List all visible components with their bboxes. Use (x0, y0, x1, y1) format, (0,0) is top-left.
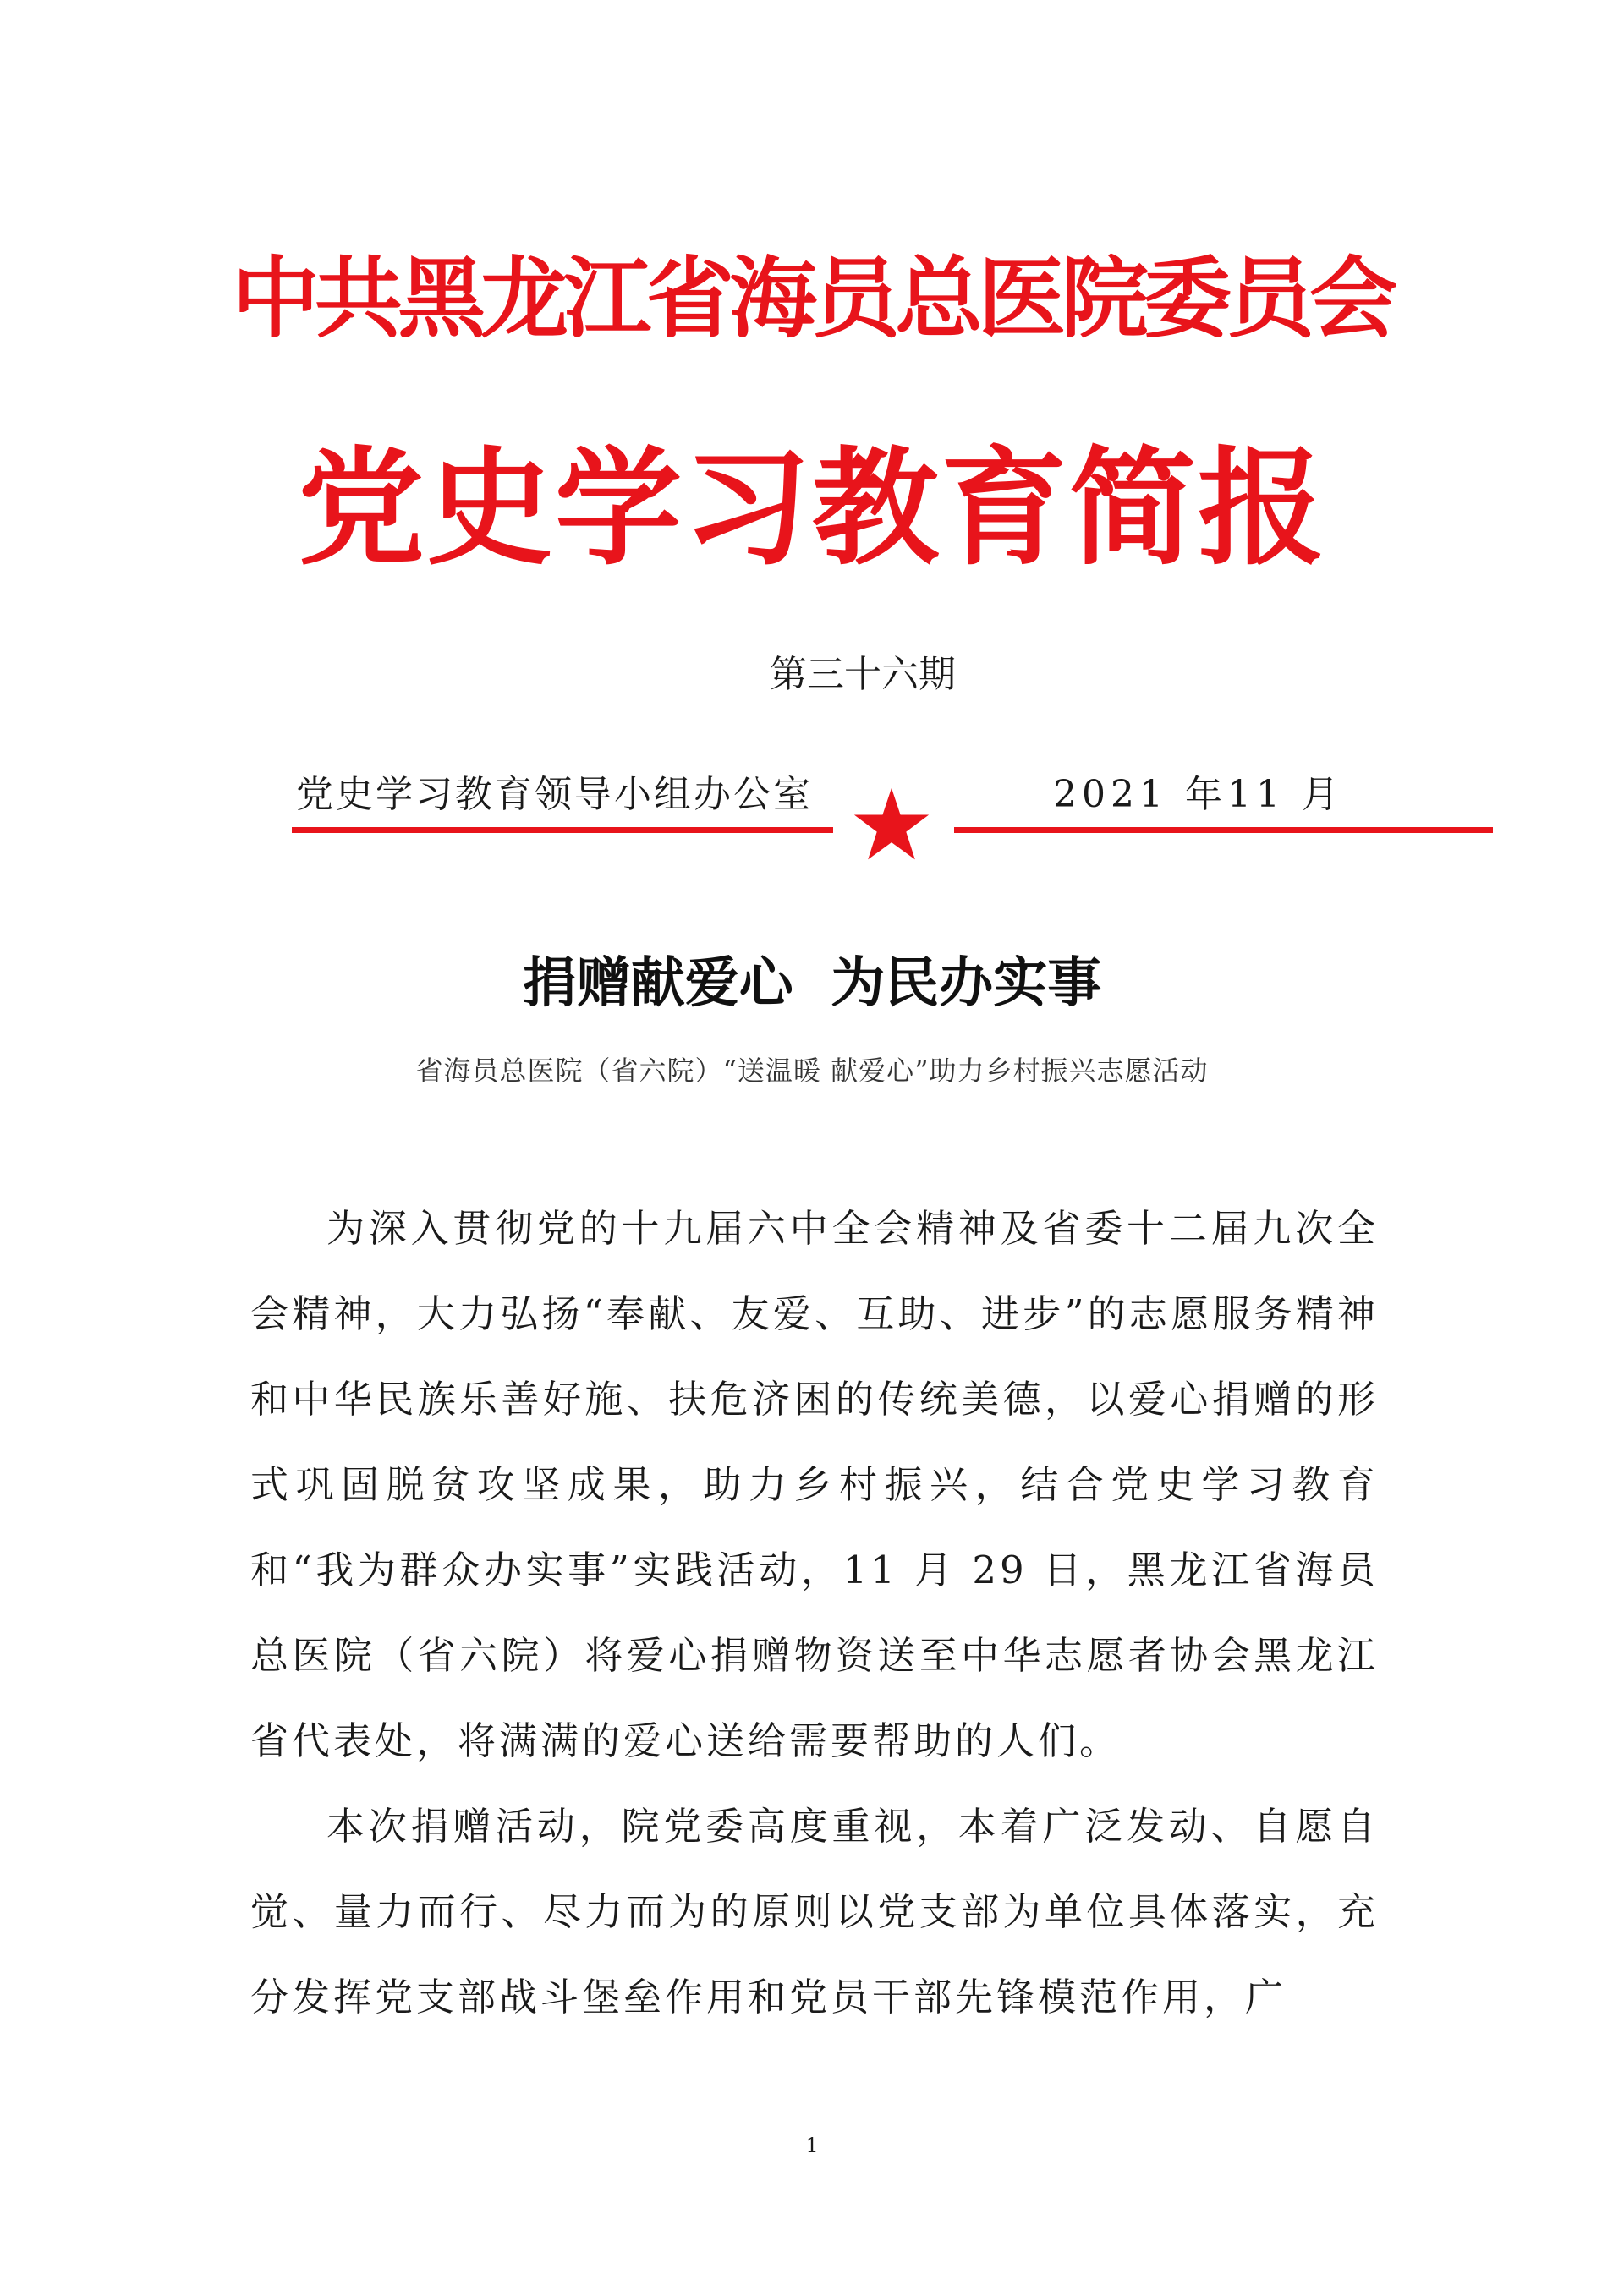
bulletin-title: 党史学习教育简报 (297, 436, 1326, 583)
organization-title: 中共黑龙江省海员总医院委员会 (231, 247, 1392, 350)
issue-date: 2021 年11 月 (1053, 773, 1344, 816)
page-number: 1 (805, 2134, 819, 2157)
issue-number: 第三十六期 (770, 653, 956, 696)
paragraph: 为深入贯彻党的十九届六中全会精神及省委十二届九次全会精神，大力弘扬“奉献、友爱、互助、进步”的志愿服务精神和中华民族乐善好施、扶危济困的传统美德，以爱心捐赠的形式巩固脱贫攻坚成果，助力乡村振兴，结合党史学习教育和“我为群众办实事”实践活动，11 月 29 日，黑龙江省海员总医院（省六院）将爱心捐赠物资送至中华志愿者协会黑龙江省代表处，将满满的爱心送给需要帮助的人们。 (250, 1206, 1379, 1763)
paragraph: 本次捐赠活动，院党委高度重视，本着广泛发动、自愿自觉、量力而行、尽力而为的原则以党支部为单位具体落实，充分发挥党支部战斗堡垒作用和党员干部先锋模范作用，广 (250, 1804, 1379, 2019)
red-star-icon (851, 785, 932, 866)
header-rule-left (292, 827, 833, 833)
header-rule-right (954, 827, 1493, 833)
article-subtitle: 省海员总医院（省六院）“送温暖 献爱心”助力乡村振兴志愿活动 (415, 1055, 1209, 1087)
article-title: 捐赠献爱心 为民办实事 (522, 952, 1102, 1015)
issuing-office: 党史学习教育领导小组办公室 (296, 773, 813, 816)
article-body (250, 1186, 1379, 2040)
